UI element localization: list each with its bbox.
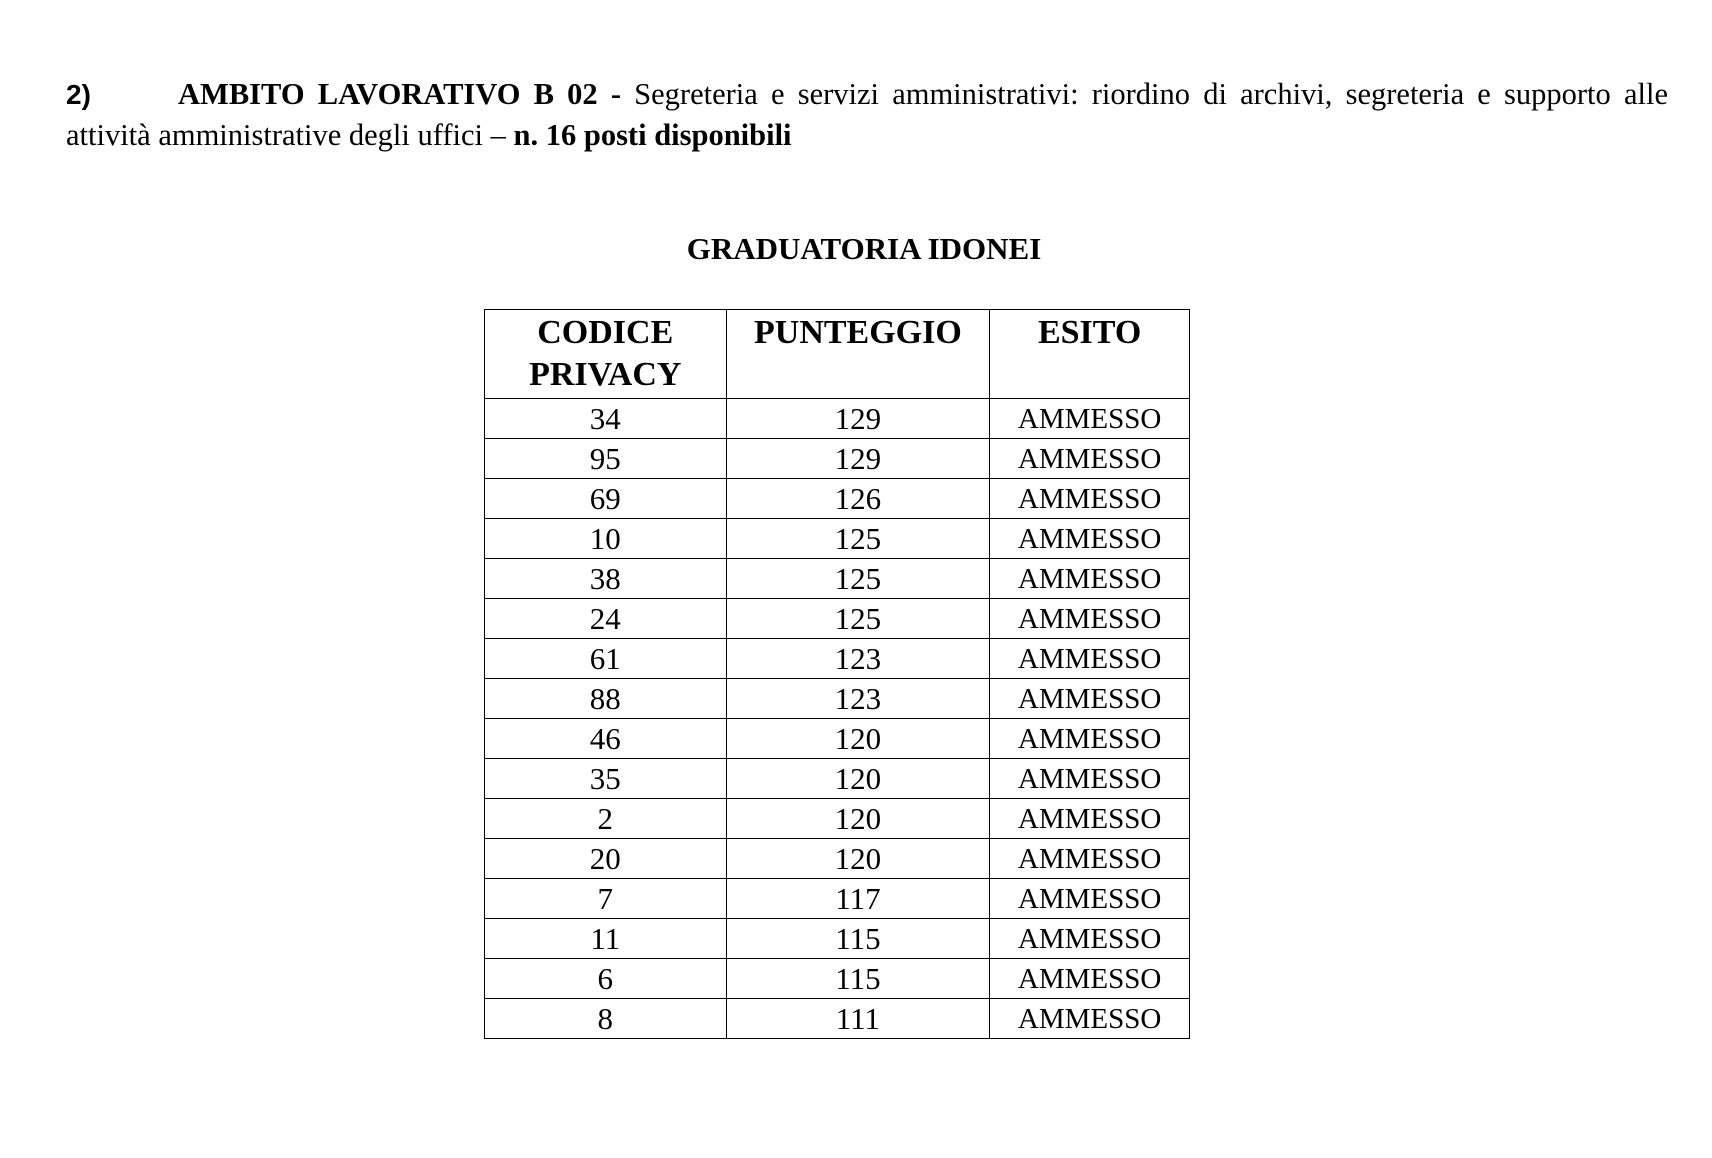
cell-codice: 24	[485, 599, 727, 639]
cell-esito: AMMESSO	[990, 559, 1190, 599]
cell-codice: 46	[485, 719, 727, 759]
table-row	[485, 399, 1190, 439]
cell-codice: 88	[485, 679, 727, 719]
cell-punteggio: 129	[726, 399, 990, 439]
cell-esito: AMMESSO	[990, 439, 1190, 479]
table-row	[485, 439, 1190, 479]
section-title: AMBITO LAVORATIVO B 02 -	[178, 77, 621, 111]
table-row	[485, 759, 1190, 799]
cell-punteggio: 117	[726, 879, 990, 919]
cell-codice: 69	[485, 479, 727, 519]
table-row	[485, 959, 1190, 999]
cell-esito: AMMESSO	[990, 599, 1190, 639]
ranking-table	[484, 309, 1190, 1039]
cell-codice: 61	[485, 639, 727, 679]
cell-punteggio: 129	[726, 439, 990, 479]
table-row	[485, 599, 1190, 639]
cell-codice: 6	[485, 959, 727, 999]
cell-punteggio: 120	[726, 839, 990, 879]
cell-esito: AMMESSO	[990, 839, 1190, 879]
table-row	[485, 919, 1190, 959]
table-row	[485, 999, 1190, 1039]
cell-esito: AMMESSO	[990, 639, 1190, 679]
cell-punteggio: 111	[726, 999, 990, 1039]
cell-esito: AMMESSO	[990, 919, 1190, 959]
header-codice-line2: PRIVACY	[529, 356, 682, 393]
table-row	[485, 639, 1190, 679]
table-header-row	[485, 310, 1190, 399]
section-description: Segreteria e servizi amministrativi: riordino di archivi, segreteria e supporto alle attività amministrative degli uffici	[66, 77, 1668, 152]
cell-punteggio: 123	[726, 679, 990, 719]
header-punteggio: PUNTEGGIO	[726, 310, 990, 399]
header-codice-privacy	[485, 310, 727, 399]
cell-esito: AMMESSO	[990, 519, 1190, 559]
cell-punteggio: 125	[726, 559, 990, 599]
cell-esito: AMMESSO	[990, 759, 1190, 799]
cell-codice: 95	[485, 439, 727, 479]
cell-codice: 8	[485, 999, 727, 1039]
cell-punteggio: 115	[726, 959, 990, 999]
section-heading	[66, 74, 1668, 156]
cell-esito: AMMESSO	[990, 399, 1190, 439]
table-row	[485, 559, 1190, 599]
cell-esito: AMMESSO	[990, 959, 1190, 999]
cell-punteggio: 123	[726, 639, 990, 679]
cell-punteggio: 120	[726, 719, 990, 759]
header-esito: ESITO	[990, 310, 1190, 399]
cell-esito: AMMESSO	[990, 479, 1190, 519]
header-codice-line1: CODICE	[537, 314, 674, 351]
cell-codice: 38	[485, 559, 727, 599]
cell-codice: 35	[485, 759, 727, 799]
cell-punteggio: 126	[726, 479, 990, 519]
cell-codice: 20	[485, 839, 727, 879]
table-title: GRADUATORIA IDONEI	[686, 231, 1042, 266]
cell-codice: 34	[485, 399, 727, 439]
posts-available: n. 16 posti disponibili	[513, 118, 792, 152]
table-row	[485, 479, 1190, 519]
cell-codice: 11	[485, 919, 727, 959]
cell-codice: 7	[485, 879, 727, 919]
cell-esito: AMMESSO	[990, 879, 1190, 919]
section-number: 2)	[66, 79, 91, 110]
cell-punteggio: 125	[726, 519, 990, 559]
cell-punteggio: 125	[726, 599, 990, 639]
table-row	[485, 799, 1190, 839]
cell-punteggio: 120	[726, 799, 990, 839]
table-row	[485, 879, 1190, 919]
table-row	[485, 839, 1190, 879]
cell-punteggio: 120	[726, 759, 990, 799]
cell-punteggio: 115	[726, 919, 990, 959]
cell-codice: 2	[485, 799, 727, 839]
table-row	[485, 719, 1190, 759]
cell-esito: AMMESSO	[990, 719, 1190, 759]
table-row	[485, 679, 1190, 719]
cell-esito: AMMESSO	[990, 999, 1190, 1039]
cell-esito: AMMESSO	[990, 679, 1190, 719]
cell-codice: 10	[485, 519, 727, 559]
table-row	[485, 519, 1190, 559]
section-dash: –	[490, 118, 506, 152]
cell-esito: AMMESSO	[990, 799, 1190, 839]
